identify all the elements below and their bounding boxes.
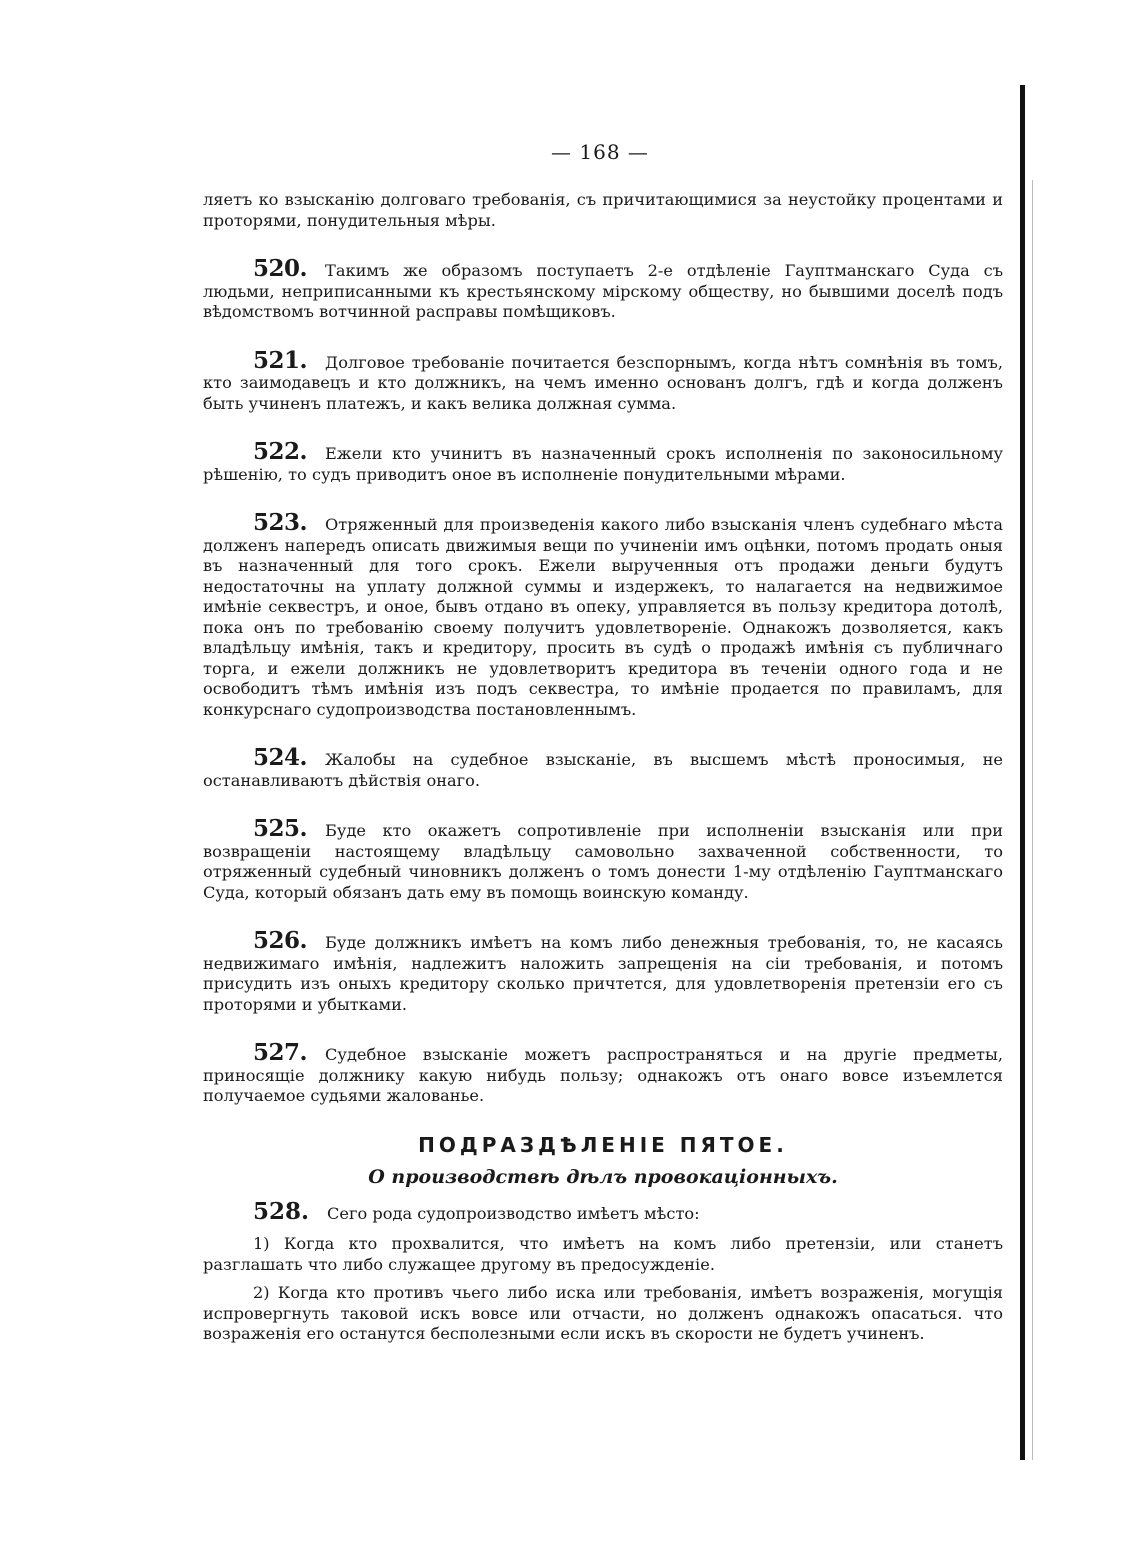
article-number: 522. [253, 438, 308, 465]
article-number: 524. [253, 744, 308, 771]
page-body [203, 190, 1003, 1353]
article-524 [203, 744, 1003, 791]
article-text: Судебное взысканіе можетъ распространяться и на другіе предметы, приносящіе должнику какую нибудь пользу; однакожъ отъ онаго вовсе изъемлется получаемое судьями жалованье. [203, 1045, 1003, 1105]
article-number: 526. [253, 927, 308, 954]
article-522 [203, 438, 1003, 485]
page-number: — 168 — [551, 140, 649, 164]
article-number: 520. [253, 255, 308, 282]
article-text: Ежели кто учинитъ въ назначенный срокъ исполненія по законосильному рѣшенію, то судъ приводитъ оное въ исполненіе понудительными мѣрами. [203, 444, 1003, 484]
article-528-item-2: 2) Когда кто противъ чьего либо иска или требованія, имѣетъ возраженія, могущія испровергнуть таковой искъ вовсе или отчасти, но долженъ однакожъ опасаться. что возраженія его останутся бесполезными если искъ въ скорости не будетъ учиненъ. [203, 1283, 1003, 1343]
articles-list [203, 255, 1003, 1107]
continuation-paragraph: ляетъ ко взысканію долговаго требованія, съ причитающимися за неустойку процентами и проторями, понудительныя мѣры. [203, 190, 1003, 230]
article-number: 528. [253, 1197, 310, 1225]
page-edge-shadow [1032, 180, 1033, 1460]
article-number: 523. [253, 509, 308, 536]
article-526 [203, 927, 1003, 1015]
article-text: Долговое требованіе почитается безспорнымъ, когда нѣтъ сомнѣнія въ томъ, кто заимодавецъ и кто должникъ, на чемъ именно основанъ долгъ, гдѣ и когда долженъ быть учиненъ платежъ, и какъ велика должная сумма. [203, 352, 1003, 413]
article-528 [203, 1197, 1003, 1225]
article-number: 521. [253, 346, 308, 374]
article-text: Отряженный для произведенія какого либо взысканія членъ судебнаго мѣста долженъ напередъ описать движимыя вещи по учиненіи имъ оцѣнки, потомъ продать оныя въ назначенный для того срокъ. Ежели вырученныя отъ продажи деньги будутъ недостаточны на уплату должной суммы и издержекъ, то налагается на недвижимое имѣніе секвестръ, и оное, бывъ отдано въ опеку, управляется въ пользу кредитора дотолѣ, пока онъ по требованію своему получитъ удовлетвореніе. Однакожъ дозволяется, какъ владѣльцу имѣнія, такъ и кредитору, просить въ судѣ о продажѣ имѣнія съ публичнаго торга, и ежели должникъ не удовлетворитъ кредитора въ теченіи одного года и не освободитъ тѣмъ имѣнія изъ подъ секвестра, то имѣніе продается по правиламъ, для конкурснаго судопроизводства постановленнымъ. [203, 515, 1003, 719]
article-521 [203, 346, 1003, 415]
subsection-title: ПОДРАЗДѢЛЕНІЕ ПЯТОЕ. [418, 1132, 788, 1157]
article-text: Такимъ же образомъ поступаетъ 2-е отдѣленіе Гауптманскаго Суда съ людьми, неприписанными къ крестьянскому мірскому обществу, но бывшими доселѣ подъ вѣдомствомъ вотчинной расправы помѣщиковъ. [203, 261, 1003, 321]
article-text: Буде должникъ имѣетъ на комъ либо денежныя требованія, то, не касаясь недвижимаго имѣнія, надлежитъ наложить запрещенія на сіи требованія, и потомъ присудить изъ оныхъ кредитору сколько причтется, для удовлетворенія претензіи его съ проторями и убытками. [203, 933, 1003, 1014]
article-520 [203, 255, 1003, 323]
article-525 [203, 815, 1003, 903]
article-text: Буде кто окажетъ сопротивленіе при исполненіи взысканія или при возвращеніи настоящему владѣльцу самовольно захваченной собственности, то отряженный судебный чиновникъ долженъ о томъ донести 1-му отдѣленію Гауптманскаго Суда, который обязанъ дать ему въ помощь воинскую команду. [203, 821, 1003, 902]
article-number: 527. [253, 1039, 308, 1066]
article-number: 525. [253, 815, 308, 842]
article-527 [203, 1039, 1003, 1107]
article-text: Жалобы на судебное взысканіе, въ высшемъ мѣстѣ проносимыя, не останавливаютъ дѣйствія онаго. [203, 750, 1003, 790]
page-edge-rule [1020, 85, 1025, 1460]
article-523 [203, 509, 1003, 720]
article-528-item-1: 1) Когда кто прохвалится, что имѣетъ на комъ либо претензіи, или станетъ разглашать что либо служащее другому въ предосужденіе. [203, 1234, 1003, 1274]
subsection-subtitle: О производствѣ дѣлъ провокаціонныхъ. [368, 1166, 838, 1188]
article-text: Сего рода судопроизводство имѣетъ мѣсто: [327, 1203, 700, 1223]
